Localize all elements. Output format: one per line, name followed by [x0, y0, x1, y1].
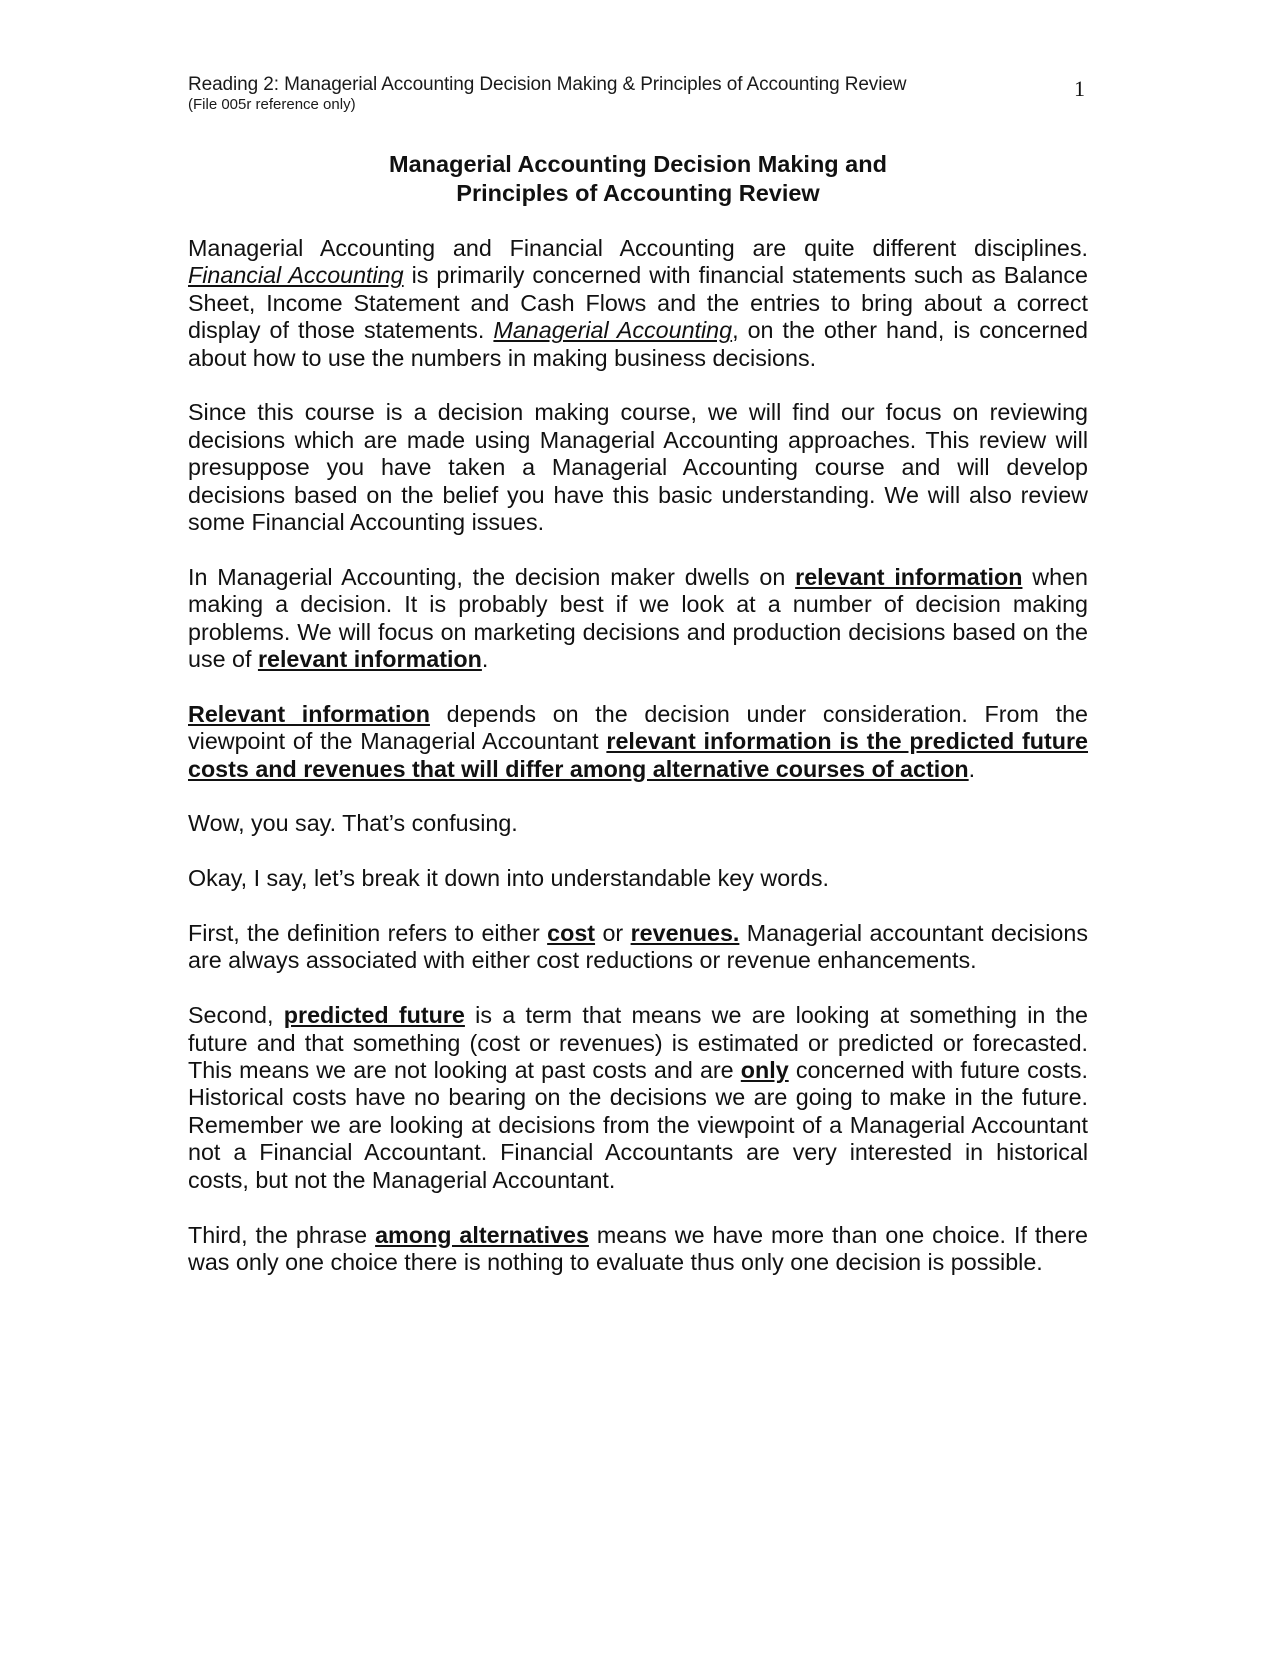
term-revenues: revenues.	[630, 920, 740, 947]
paragraph-course-focus	[188, 399, 1088, 536]
text-segment: Since this course is a decision making course, we will find our focus on reviewing decisions which are made using Managerial Accounting approaches. This review will presuppose you have taken a Managerial Accounting course and will develop decisions based on the belief you have this basic understanding. We will also review some Financial Accounting issues.	[188, 399, 1088, 536]
running-title: Reading 2: Managerial Accounting Decision Making & Principles of Accounting Review	[188, 74, 907, 95]
text-segment: , on the other hand, is concerned about how to use the numbers in making business decisions.	[188, 317, 1088, 371]
title-line-1: Managerial Accounting Decision Making and	[389, 151, 887, 177]
text-segment: concerned with future costs. Historical costs have no bearing on the decisions we are going to make in the future. Remember we are looking at decisions from the viewpoint of a Managerial Accountant not a Financial Accountant. Financial Accountants are very interested in historical costs, but not the Managerial Accountant.	[188, 1057, 1088, 1193]
definition-emphasis: relevant information is the predicted future costs and revenues that will differ among alternative courses of action	[188, 728, 1089, 782]
text-segment: is primarily concerned with financial statements such as Balance Sheet, Income Statement and Cash Flows and the entries to bring about a correct display of those statements.	[188, 262, 1088, 344]
title-line-2: Principles of Accounting Review	[456, 179, 820, 206]
text-segment: First, the definition refers to either	[188, 920, 548, 947]
text-segment: Managerial accountant decisions are always associated with either cost reductions or revenue enhancements.	[188, 920, 1088, 974]
text-segment: means we have more than one choice. If there was only one choice there is nothing to evaluate thus only one decision is possible.	[188, 1221, 1088, 1275]
page-number: 1	[1074, 76, 1085, 101]
text-segment: when making a decision. It is probably best if we look at a number of decision making problems. We will focus on marketing decisions and production decisions based on the use of	[188, 563, 1088, 673]
term-managerial-accounting: Managerial Accounting	[493, 317, 733, 344]
paragraph-intro	[188, 235, 1088, 372]
text-segment: depends on the decision under consideration. From the viewpoint of the Managerial Accountant	[188, 700, 1088, 755]
text-segment: .	[968, 755, 976, 782]
paragraph-first	[188, 920, 1088, 975]
paragraph-definition	[188, 701, 1088, 783]
term-relevant-information: Relevant information	[188, 700, 430, 727]
paragraph-relevant-information-intro	[188, 564, 1088, 674]
document-body	[188, 235, 1088, 1304]
paragraph-okay	[188, 865, 1088, 892]
text-segment: Second,	[188, 1002, 284, 1029]
paragraph-third	[188, 1222, 1088, 1277]
paragraph-second	[188, 1002, 1088, 1194]
text-segment: is a term that means we are looking at something in the future and that something (cost or revenues) is estimated or predicted or forecasted. This means we are not looking at past costs and are	[188, 1002, 1088, 1084]
term-cost: cost	[547, 920, 596, 947]
text-segment: Third, the phrase	[188, 1221, 376, 1248]
running-header	[188, 74, 1088, 114]
paragraph-wow	[188, 810, 1088, 837]
text-segment: In Managerial Accounting, the decision maker dwells on	[188, 563, 796, 590]
term-financial-accounting: Financial Accounting	[188, 262, 404, 289]
term-relevant-information: relevant information	[257, 646, 482, 673]
term-among-alternatives: among alternatives	[375, 1221, 589, 1248]
term-only: only	[740, 1057, 789, 1084]
text-segment: Managerial Accounting and Financial Accounting are quite different disciplines.	[188, 235, 1088, 261]
text-segment: or	[595, 920, 631, 947]
text-segment: Wow, you say. That’s confusing.	[188, 810, 518, 837]
file-reference-note: (File 005r reference only)	[188, 96, 356, 113]
term-predicted-future: predicted future	[283, 1002, 465, 1029]
term-relevant-information: relevant information	[795, 563, 1023, 590]
text-segment: .	[481, 646, 489, 673]
document-title	[188, 150, 1088, 207]
text-segment: Okay, I say, let’s break it down into understandable key words.	[188, 865, 829, 892]
